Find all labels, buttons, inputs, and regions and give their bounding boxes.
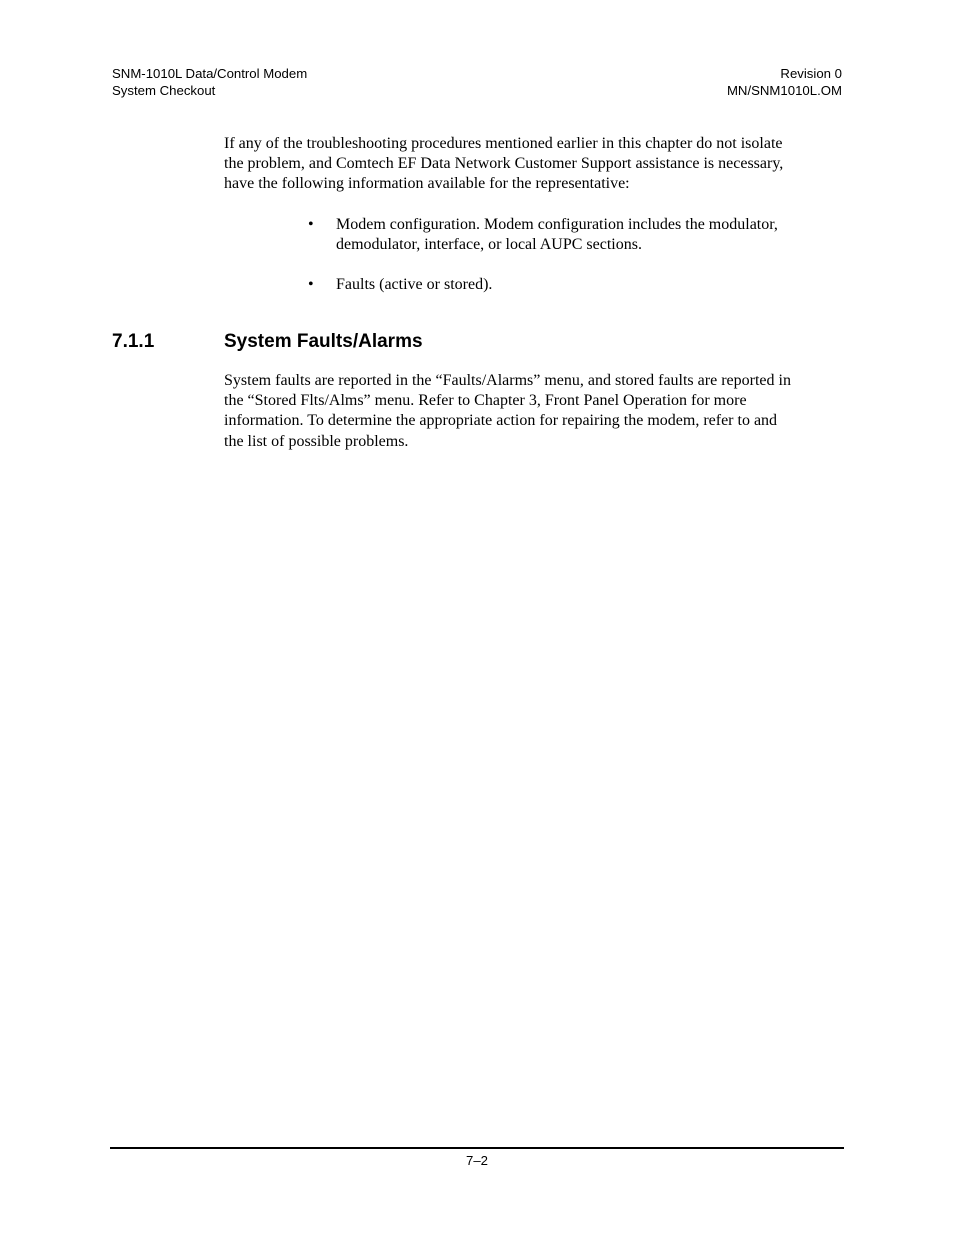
section-paragraph bbox=[224, 371, 839, 452]
page-number: 7–2 bbox=[465, 1153, 488, 1168]
intro-line: have the following information available for the representative: bbox=[224, 175, 630, 193]
bullet-list bbox=[308, 215, 838, 255]
section-number: 7.1.1 bbox=[112, 331, 155, 352]
header-right bbox=[727, 66, 842, 99]
intro-line: If any of the troubleshooting procedures mentioned earlier in this chapter do not isolate bbox=[224, 135, 783, 152]
document-number: MN/SNM1010L.OM bbox=[726, 82, 842, 98]
header-left bbox=[112, 66, 307, 99]
list-item bbox=[308, 275, 838, 295]
bullet-text-line: Modem configuration. Modem configuration includes the modulator, bbox=[336, 216, 778, 233]
intro-line: the problem, and Comtech EF Data Network Customer Support assistance is necessary, bbox=[224, 155, 784, 173]
bullet-icon: • bbox=[308, 216, 314, 233]
bullet-text-line: demodulator, interface, or local AUPC sections. bbox=[336, 236, 642, 254]
intro-paragraph bbox=[224, 134, 839, 195]
bullet-list bbox=[308, 275, 838, 295]
document-title: SNM-1010L Data/Control Modem bbox=[112, 66, 308, 81]
revision-label: Revision 0 bbox=[780, 66, 842, 81]
bullet-text-line: Faults (active or stored). bbox=[336, 276, 493, 293]
section-line: information. To determine the appropriate action for repairing the modem, refer to and bbox=[224, 412, 778, 430]
footer-divider bbox=[110, 1147, 844, 1149]
bullet-icon: • bbox=[308, 276, 314, 293]
list-item bbox=[308, 215, 838, 255]
section-line: System faults are reported in the “Faults/Alarms” menu, and stored faults are reported in bbox=[224, 372, 791, 389]
section-line: the “Stored Flts/Alms” menu. Refer to Chapter 3, Front Panel Operation for more bbox=[224, 392, 747, 410]
chapter-title: System Checkout bbox=[112, 82, 216, 98]
section-title: System Faults/Alarms bbox=[224, 331, 423, 352]
section-line: the list of possible problems. bbox=[224, 432, 409, 450]
